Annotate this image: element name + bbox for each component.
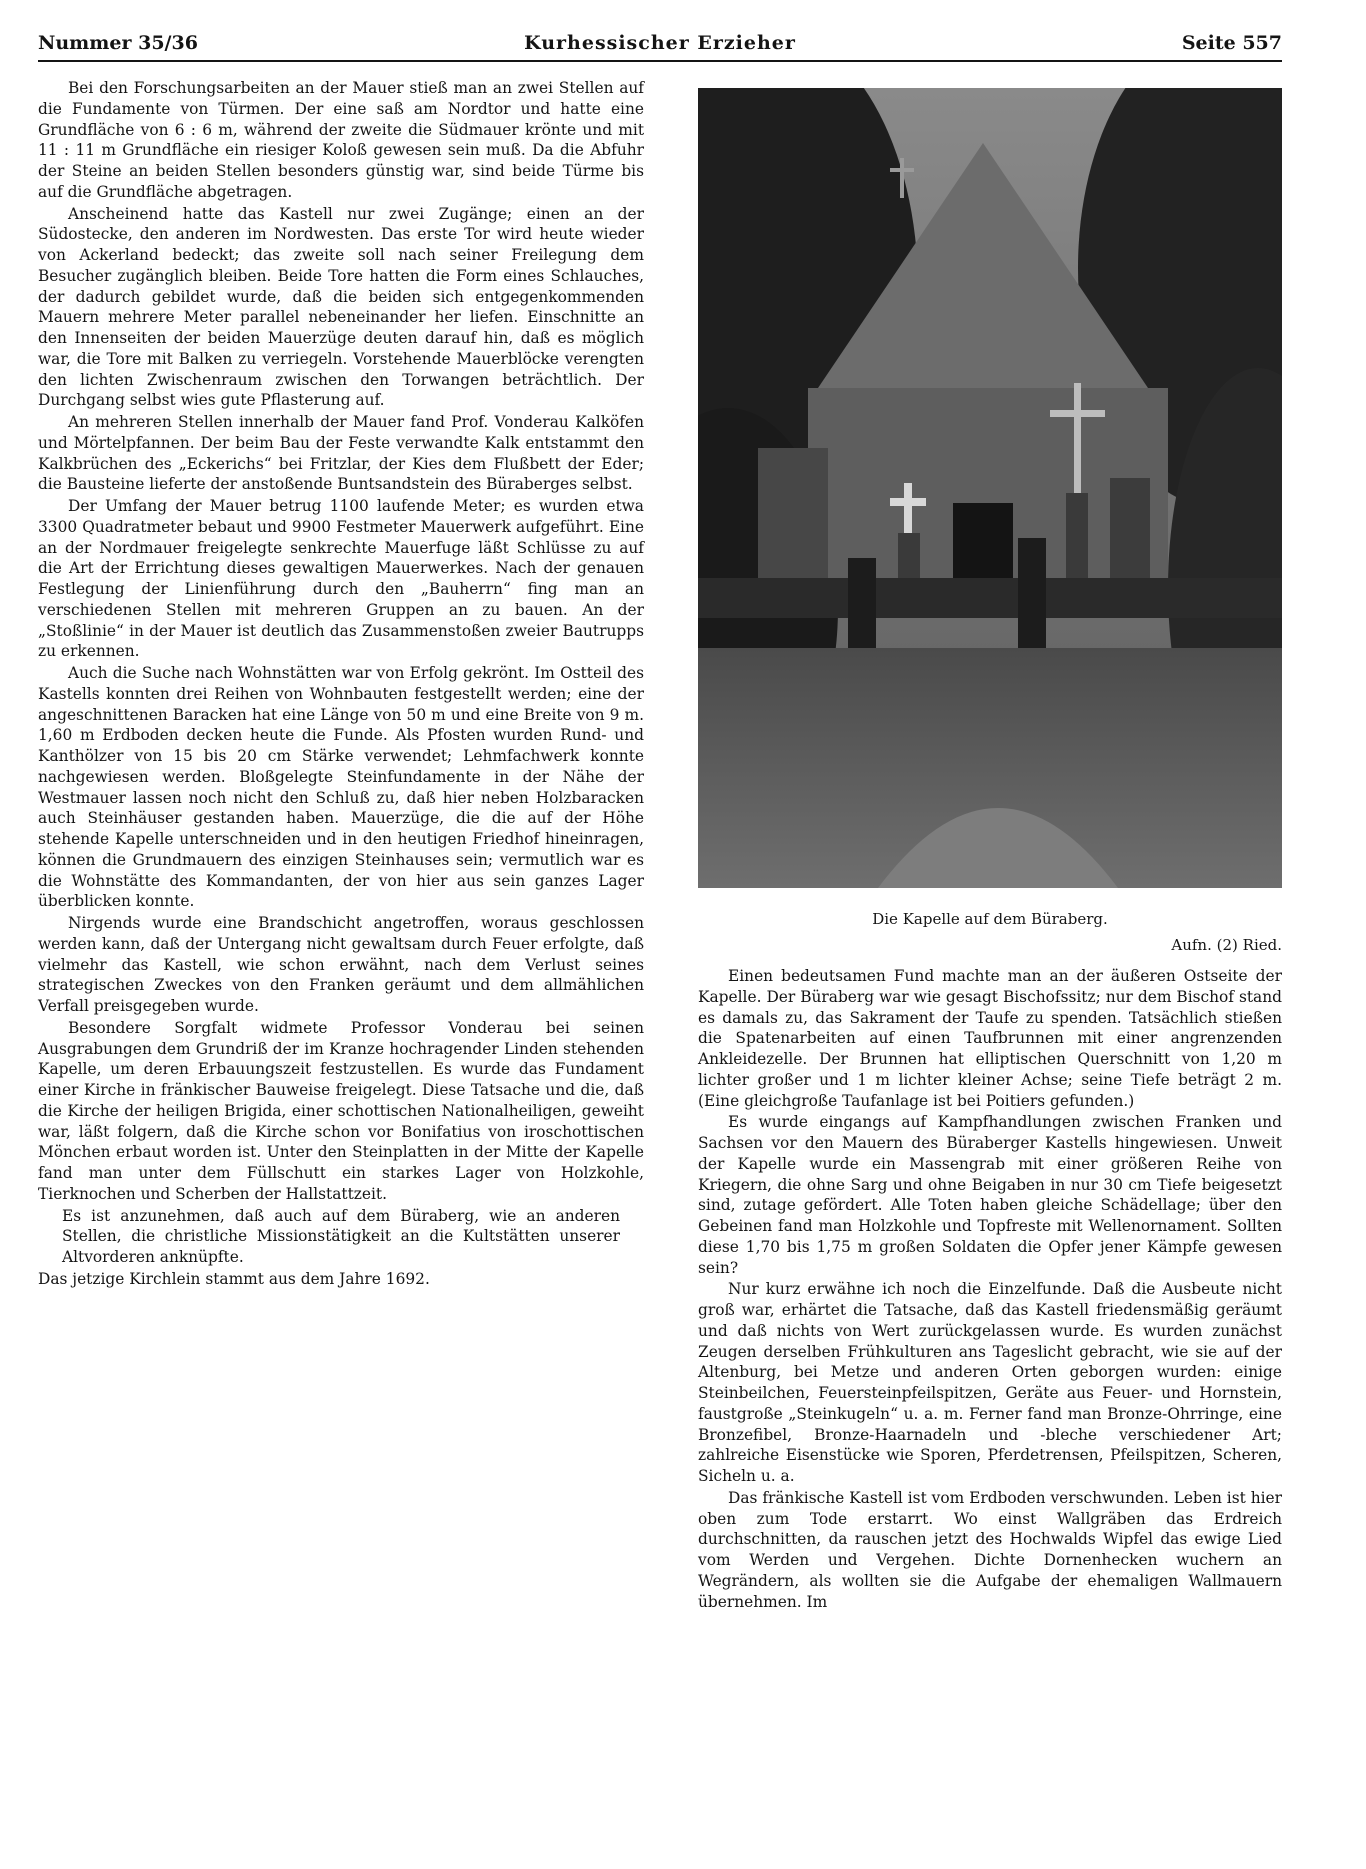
right-column <box>698 966 1282 1612</box>
issue-number: Nummer 35/36 <box>38 32 198 54</box>
paragraph: Auch die Suche nach Wohnstätten war von Erfolg gekrönt. Im Ostteil des Kastells konnten drei Reihen von Wohnbauten festgestellt werden; eine der angeschnittenen Baracken hat eine Länge von 50 m und eine Breite von 9 m. 1,60 m Erdboden decken heute die Funde. Als Pfosten wurden Rund- und Kanthölzer von 15 bis 20 cm Stärke verwendet; Lehmfachwerk konnte nachgewiesen werden. Bloßgelegte Steinfundamente in der Nähe der Westmauer lassen noch nicht den Schluß zu, daß hier neben Holzbaracken auch Steinhäuser gestanden haben. Mauerzüge, die die auf der Höhe stehende Kapelle unterschneiden und in den heutigen Friedhof hineinragen, können die Grundmauern des einzigen Steinhauses sein; vermutlich war es die Wohnstätte des Kommandanten, der von hier aus sein ganzes Lager überblicken konnte. <box>38 664 644 911</box>
closing-sentence: Das jetzige Kirchlein stammt aus dem Jahre 1692. <box>38 1269 430 1288</box>
paragraph: Besondere Sorgfalt widmete Professor Vonderau bei seinen Ausgrabungen dem Grundriß der im Kranze hochragender Linden stehenden Kapelle, um deren Erbauungszeit festzustellen. Es wurde das Fundament einer Kirche in fränkischer Bauweise freigelegt. Diese Tatsache und die, daß die Kirche der heiligen Brigida, einer schottischen Nationalheiligen, geweiht war, läßt folgern, daß die Kirche schon vor Bonifatius von iroschottischen Mönchen erbaut worden ist. Unter den Steinplatten in der Mitte der Kapelle fand man unter dem Füllschutt ein starkes Lager von Holzkohle, Tierknochen und Scherben der Hallstattzeit. <box>38 1018 644 1203</box>
photo-credit: Aufn. (2) Ried. <box>1171 936 1282 954</box>
paragraph: Es wurde eingangs auf Kampfhandlungen zwischen Franken und Sachsen vor den Mauern des Büraberger Kastells hingewiesen. Unweit der Kapelle wurde ein Massengrab mit einer größeren Reihe von Kriegern, die ohne Sarg und ohne Beigaben in nur 30 cm Tiefe beigesetzt sind, zutage gefördert. Alle Toten haben gleiche Schädellage; über den Gebeinen fand man Holzkohle und Topfreste mit Wellenornament. Sollten diese 1,70 bis 1,75 m großen Soldaten die Opfer jener Kämpfe gewesen sein? <box>698 1113 1282 1277</box>
paragraph: Bei den Forschungsarbeiten an der Mauer stieß man an zwei Stellen auf die Fundamente von Türmen. Der eine saß am Nordtor und hatte eine Grundfläche von 6 : 6 m, während der zweite die Südmauer krönte und mit 11 : 11 m Grundfläche ein riesiger Koloß gewesen sein muß. Da die Abfuhr der Steine an beiden Stellen besonders günstig war, sind beide Türme bis auf die Grundfläche abgetragen. <box>38 79 644 201</box>
paragraph: Nirgends wurde eine Brandschicht angetroffen, woraus geschlossen werden kann, daß der Untergang nicht gewaltsam durch Feuer erfolgte, daß vielmehr das Kastell, wie schon erwähnt, nach dem Verlust seines strategischen Zweckes von den Franken geräumt und dem allmählichen Verfall preisgegeben wurde. <box>38 914 644 1015</box>
paragraph: Der Umfang der Mauer betrug 1100 laufende Meter; es wurden etwa 3300 Quadratmeter bebaut und 9900 Festmeter Mauerwerk aufgeführt. Eine an der Nordmauer freigelegte senkrechte Mauerfuge läßt Schlüsse zu auf die Art der Errichtung dieses gewaltigen Mauerwerkes. Nach der genauen Festlegung der Linienführung durch den „Bauherrn“ fing man an verschiedenen Stellen mit mehreren Gruppen an zu bauen. An der „Stoßlinie“ in der Mauer ist deutlich das Zusammenstoßen zweier Bautrupps zu erkennen. <box>38 497 644 661</box>
chapel-photo <box>698 88 1282 888</box>
chapel-illustration <box>698 88 1282 888</box>
paragraph: Einen bedeutsamen Fund machte man an der äußeren Ostseite der Kapelle. Der Büraberg war wie gesagt Bischofssitz; nur dem Bischof stand es damals zu, das Sakrament der Taufe zu spenden. Tatsächlich stießen die Spatenarbeiten auf einen Taufbrunnen mit einer angrenzenden Ankleidezelle. Der Brunnen hat elliptischen Querschnitt von 1,20 m lichter großer und 1 m lichter kleiner Achse; seine Tiefe beträgt 2 m. (Eine gleichgroße Taufanlage ist bei Poitiers gefunden.) <box>698 967 1282 1110</box>
publication-title: Kurhessischer Erzieher <box>524 32 796 54</box>
page-number: Seite 557 <box>1181 32 1282 54</box>
emphasized-paragraph: Es ist anzunehmen, daß auch auf dem Büraberg, wie an anderen Stellen, die christliche Missionstätigkeit an die Kultstätten unserer Altvorderen anknüpfte. <box>62 1206 620 1266</box>
photo-caption: Die Kapelle auf dem Büraberg. <box>872 910 1108 928</box>
page-header <box>38 30 1282 62</box>
paragraph: An mehreren Stellen innerhalb der Mauer fand Prof. Vonderau Kalköfen und Mörtelpfannen. Der beim Bau der Feste verwandte Kalk entstammt den Kalkbrüchen des „Eckerichs“ bei Fritzlar, der Kies dem Flußbett der Eder; die Bausteine lieferte der anstoßende Buntsandstein des Büraberges selbst. <box>38 413 644 494</box>
paragraph: Das fränkische Kastell ist vom Erdboden verschwunden. Leben ist hier oben zum Tode erstarrt. Wo einst Wallgräben das Erdreich durchschnitten, da rauschen jetzt des Hochwalds Wipfel das ewige Lied vom Werden und Vergehen. Dichte Dornenhecken wuchern an Wegrändern, als wollten sie die Aufgabe der ehemaligen Wallmauern übernehmen. Im <box>698 1488 1282 1611</box>
paragraph: Anscheinend hatte das Kastell nur zwei Zugänge; einen an der Südostecke, den anderen im Nordwesten. Das erste Tor wird heute wieder von Ackerland bedeckt; das zweite soll nach seiner Freilegung dem Besucher zugänglich bleiben. Beide Tore hatten die Form eines Schlauches, der dadurch gebildet wurde, daß die beiden sich entgegenkommenden Mauern mehrere Meter parallel nebeneinander her liefen. Einschnitte an den Innenseiten der beiden Mauerzüge deuten darauf hin, daß es möglich war, die Tore mit Balken zu verriegeln. Vorstehende Mauerblöcke verengten den lichten Zwischenraum zwischen den Torwangen beträchtlich. Der Durchgang selbst wies gute Pflasterung auf. <box>38 204 644 410</box>
paragraph: Nur kurz erwähne ich noch die Einzelfunde. Daß die Ausbeute nicht groß war, erhärtet die Tatsache, daß das Kastell friedensmäßig geräumt und daß nichts von Wert zurückgelassen wurde. Es wurden zunächst Zeugen derselben Frühkulturen ans Tageslicht gebracht, wie sie auf der Altenburg, bei Metze und anderen Orten geborgen wurden: einige Steinbeilchen, Feuersteinpfeilspitzen, Geräte aus Feuer- und Hornstein, faustgroße „Steinkugeln“ u. a. m. Ferner fand man Bronze-Ohrringe, eine Bronzefibel, Bronze-Haarnadeln und -bleche verschiedener Art; zahlreiche Eisenstücke wie Sporen, Pferdetrensen, Pfeilspitzen, Scheren, Sicheln u. a. <box>698 1280 1282 1485</box>
left-column <box>38 78 644 1290</box>
